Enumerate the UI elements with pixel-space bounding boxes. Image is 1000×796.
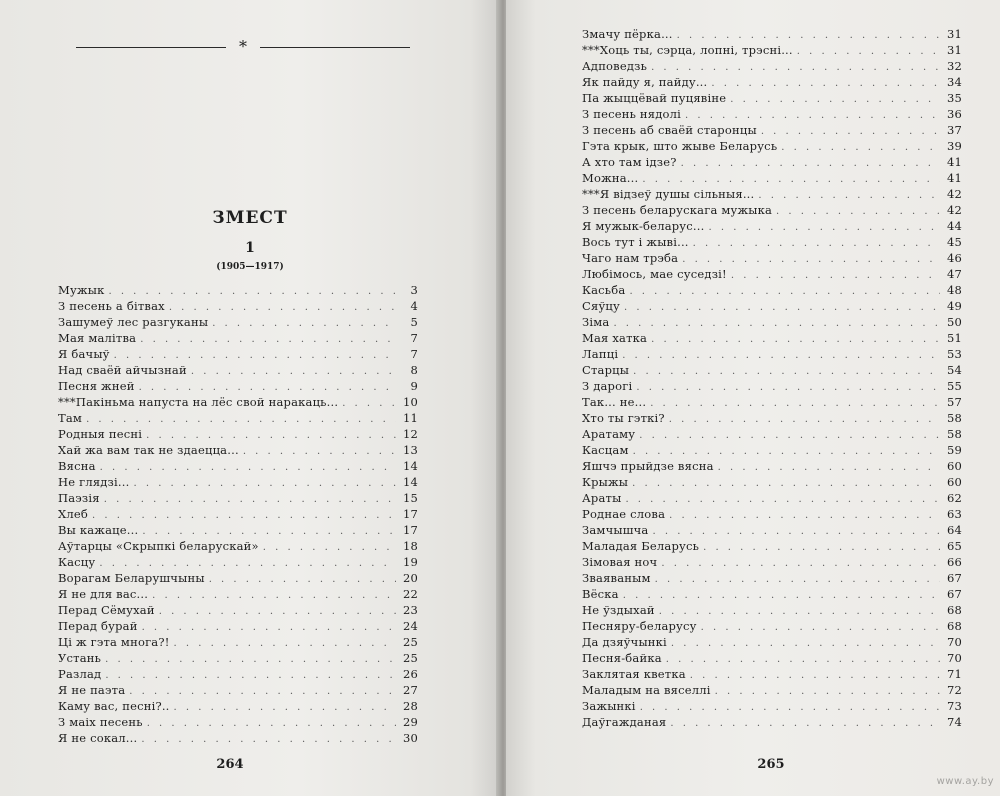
toc-entry-title: Я бачыў bbox=[58, 347, 110, 361]
toc-entry bbox=[58, 330, 418, 346]
toc-entry-title: Чаго нам трэба bbox=[582, 251, 679, 265]
toc-entry-page: 71 bbox=[946, 667, 962, 681]
toc-entry-page: 42 bbox=[946, 203, 962, 217]
toc-entry-page: 34 bbox=[946, 75, 962, 89]
toc-entry-title: Зашумеў лес разгуканы bbox=[58, 315, 209, 329]
toc-entry-title: З песень нядолі bbox=[582, 107, 682, 121]
toc-entry bbox=[58, 682, 418, 698]
toc-entry bbox=[582, 490, 962, 506]
toc-entry bbox=[58, 618, 418, 634]
part-dates: (1905—1917) bbox=[216, 262, 284, 272]
toc-entry bbox=[58, 410, 418, 426]
toc-entry bbox=[582, 250, 962, 266]
toc-entry-title: Можна... bbox=[582, 171, 639, 185]
toc-entry bbox=[58, 362, 418, 378]
toc-entry bbox=[582, 554, 962, 570]
toc-entry-title: Да дзяўчынкі bbox=[582, 635, 667, 649]
toc-entry bbox=[58, 602, 418, 618]
toc-entry-title: Родныя песні bbox=[58, 427, 143, 441]
watermark: www.ay.by bbox=[936, 776, 994, 787]
toc-entry bbox=[582, 74, 962, 90]
toc-entry bbox=[582, 138, 962, 154]
toc-entry-title: З песень аб сваёй старонцы bbox=[582, 123, 757, 137]
toc-entry-page: 54 bbox=[946, 363, 962, 377]
toc-entry bbox=[582, 570, 962, 586]
toc-entry-page: 44 bbox=[946, 219, 962, 233]
toc-entry-title: Зваяваным bbox=[582, 571, 651, 585]
toc-entry-title: Ці ж гэта многа?! bbox=[58, 635, 170, 649]
header-ornament bbox=[76, 38, 410, 56]
toc-entry-page: 73 bbox=[946, 699, 962, 713]
toc-entry-page: 64 bbox=[946, 523, 962, 537]
toc-entry-title: ***Хоць ты, сэрца, лопні, трэсні... bbox=[582, 43, 793, 57]
toc-entry bbox=[582, 170, 962, 186]
toc-entry-title: Перад бурай bbox=[58, 619, 138, 633]
toc-entry-page: 37 bbox=[946, 123, 962, 137]
toc-entry-page: 32 bbox=[946, 59, 962, 73]
toc-entry-title: Гэта крык, што жыве Беларусь bbox=[582, 139, 778, 153]
toc-entry-page: 31 bbox=[946, 43, 962, 57]
page-number-left: 264 bbox=[216, 757, 244, 772]
toc-entry-page: 25 bbox=[402, 635, 418, 649]
toc-entry bbox=[582, 106, 962, 122]
toc-entry-title: ***Я відзеў душы сільныя... bbox=[582, 187, 755, 201]
toc-entry-title: Мужык bbox=[58, 283, 105, 297]
toc-entry bbox=[58, 730, 418, 746]
toc-entry-page: 7 bbox=[410, 331, 418, 345]
toc-entry-page: 58 bbox=[946, 411, 962, 425]
ornament-rule-left bbox=[76, 47, 226, 48]
toc-entry-page: 36 bbox=[946, 107, 962, 121]
toc-entry-title: Вы кажаце... bbox=[58, 523, 139, 537]
toc-entry bbox=[582, 538, 962, 554]
toc-entry-title: Песняру-беларусу bbox=[582, 619, 697, 633]
toc-entry-page: 74 bbox=[946, 715, 962, 729]
toc-entry-page: 65 bbox=[946, 539, 962, 553]
toc-entry-title: Араты bbox=[582, 491, 622, 505]
toc-entry-page: 5 bbox=[410, 315, 418, 329]
toc-entry bbox=[582, 394, 962, 410]
toc-entry-title: Песня-байка bbox=[582, 651, 662, 665]
toc-entry-page: 46 bbox=[946, 251, 962, 265]
toc-entry-title: Касцу bbox=[58, 555, 96, 569]
toc-entry-title: Паэзія bbox=[58, 491, 100, 505]
toc-entry-title: Хлеб bbox=[58, 507, 89, 521]
toc-entry-title: Адповедзь bbox=[582, 59, 648, 73]
toc-heading: ЗМЕСТ bbox=[212, 208, 288, 228]
toc-entry-title: Маладая Беларусь bbox=[582, 539, 700, 553]
toc-entry-title: Разлад bbox=[58, 667, 102, 681]
toc-entry-page: 68 bbox=[946, 603, 962, 617]
toc-entry-page: 22 bbox=[402, 587, 418, 601]
toc-entry-page: 3 bbox=[410, 283, 418, 297]
toc-entry-page: 68 bbox=[946, 619, 962, 633]
toc-entry-title: Касцам bbox=[582, 443, 629, 457]
toc-entry-title: ***Пакіньма напуста на лёс свой наракаць... bbox=[58, 395, 339, 409]
toc-entry-title: Лапці bbox=[582, 347, 619, 361]
toc-entry bbox=[582, 346, 962, 362]
toc-entry-page: 35 bbox=[946, 91, 962, 105]
toc-entry bbox=[582, 314, 962, 330]
toc-entry-page: 62 bbox=[946, 491, 962, 505]
toc-entry-page: 15 bbox=[402, 491, 418, 505]
toc-entry-page: 60 bbox=[946, 475, 962, 489]
toc-entry-title: Змачу пёрка... bbox=[582, 27, 673, 41]
toc-entry-title: Вясна bbox=[58, 459, 96, 473]
toc-entry-page: 17 bbox=[402, 523, 418, 537]
toc-entry-title: З песень беларускага мужыка bbox=[582, 203, 773, 217]
toc-entry bbox=[58, 474, 418, 490]
toc-entry-page: 31 bbox=[946, 27, 962, 41]
toc-entry-title: Яшчэ прыйдзе вясна bbox=[582, 459, 714, 473]
toc-entry bbox=[58, 650, 418, 666]
toc-entry-page: 47 bbox=[946, 267, 962, 281]
toc-entry bbox=[58, 554, 418, 570]
toc-entry-page: 10 bbox=[402, 395, 418, 409]
toc-entry-title: Мая хатка bbox=[582, 331, 648, 345]
toc-entry bbox=[582, 426, 962, 442]
toc-list-right bbox=[582, 26, 962, 730]
toc-entry-title: З маіх песень bbox=[58, 715, 143, 729]
part-number: 1 bbox=[245, 240, 255, 256]
toc-entry-page: 39 bbox=[946, 139, 962, 153]
toc-entry bbox=[582, 186, 962, 202]
toc-entry-title: Заклятая кветка bbox=[582, 667, 686, 681]
toc-entry-title: Даўгажданая bbox=[582, 715, 667, 729]
toc-entry-title: Вёска bbox=[582, 587, 619, 601]
toc-entry-page: 9 bbox=[410, 379, 418, 393]
toc-entry bbox=[582, 650, 962, 666]
toc-entry-title: Устань bbox=[58, 651, 102, 665]
toc-entry-page: 51 bbox=[946, 331, 962, 345]
toc-entry-page: 41 bbox=[946, 155, 962, 169]
toc-entry bbox=[58, 458, 418, 474]
toc-entry-page: 66 bbox=[946, 555, 962, 569]
toc-entry bbox=[582, 26, 962, 42]
toc-entry-page: 67 bbox=[946, 587, 962, 601]
toc-entry-page: 26 bbox=[402, 667, 418, 681]
toc-entry bbox=[58, 570, 418, 586]
toc-entry-title: Ворагам Беларушчыны bbox=[58, 571, 205, 585]
toc-entry-title: Старцы bbox=[582, 363, 630, 377]
toc-entry bbox=[582, 298, 962, 314]
toc-entry bbox=[582, 666, 962, 682]
toc-entry-title: Я мужык-беларус... bbox=[582, 219, 705, 233]
toc-entry-page: 57 bbox=[946, 395, 962, 409]
toc-entry-page: 11 bbox=[402, 411, 418, 425]
toc-entry bbox=[58, 666, 418, 682]
toc-entry bbox=[582, 218, 962, 234]
toc-entry-page: 27 bbox=[402, 683, 418, 697]
toc-entry bbox=[582, 42, 962, 58]
toc-entry bbox=[582, 90, 962, 106]
toc-entry bbox=[58, 378, 418, 394]
toc-entry-page: 60 bbox=[946, 459, 962, 473]
toc-entry-page: 13 bbox=[402, 443, 418, 457]
toc-entry-title: Касьба bbox=[582, 283, 626, 297]
toc-entry-title: Над сваёй айчызнай bbox=[58, 363, 187, 377]
dot-leader bbox=[141, 732, 396, 748]
toc-entry-page: 53 bbox=[946, 347, 962, 361]
toc-entry-title: Маладым на вяселлі bbox=[582, 683, 711, 697]
toc-entry bbox=[582, 698, 962, 714]
toc-entry bbox=[582, 714, 962, 730]
toc-entry bbox=[582, 378, 962, 394]
dot-leader bbox=[670, 716, 940, 732]
toc-entry-title: Як пайду я, пайду... bbox=[582, 75, 708, 89]
toc-entry-page: 8 bbox=[410, 363, 418, 377]
toc-entry bbox=[582, 522, 962, 538]
toc-entry bbox=[58, 298, 418, 314]
toc-entry-page: 4 bbox=[410, 299, 418, 313]
toc-entry-title: Крыжы bbox=[582, 475, 629, 489]
toc-entry-title: А хто там ідзе? bbox=[582, 155, 677, 169]
toc-entry-title: Вось тут і жыві... bbox=[582, 235, 689, 249]
toc-entry-title: Зіма bbox=[582, 315, 610, 329]
toc-entry-page: 41 bbox=[946, 171, 962, 185]
toc-entry-title: Любімось, мае суседзі! bbox=[582, 267, 727, 281]
toc-entry bbox=[582, 442, 962, 458]
toc-entry-title: Там bbox=[58, 411, 83, 425]
toc-entry-page: 58 bbox=[946, 427, 962, 441]
toc-entry bbox=[58, 426, 418, 442]
toc-entry-title: З дарогі bbox=[582, 379, 633, 393]
toc-entry-page: 17 bbox=[402, 507, 418, 521]
toc-entry bbox=[58, 698, 418, 714]
toc-entry-page: 48 bbox=[946, 283, 962, 297]
toc-entry-page: 70 bbox=[946, 651, 962, 665]
right-page bbox=[506, 0, 1000, 796]
toc-entry bbox=[58, 634, 418, 650]
toc-entry-title: Я не для вас... bbox=[58, 587, 149, 601]
toc-entry-title: Мая малітва bbox=[58, 331, 137, 345]
toc-entry-title: Не глядзі... bbox=[58, 475, 130, 489]
toc-entry bbox=[582, 458, 962, 474]
toc-entry bbox=[582, 410, 962, 426]
toc-entry bbox=[582, 682, 962, 698]
toc-entry-title: Па жыццёвай пуцявіне bbox=[582, 91, 727, 105]
toc-list-left bbox=[58, 282, 418, 746]
page-number-right: 265 bbox=[757, 757, 785, 772]
toc-entry bbox=[58, 506, 418, 522]
toc-entry-page: 42 bbox=[946, 187, 962, 201]
toc-entry bbox=[58, 346, 418, 362]
toc-entry bbox=[582, 602, 962, 618]
toc-entry bbox=[58, 442, 418, 458]
toc-entry-page: 45 bbox=[946, 235, 962, 249]
toc-entry-page: 55 bbox=[946, 379, 962, 393]
toc-entry bbox=[582, 506, 962, 522]
toc-entry-title: Не ўздыхай bbox=[582, 603, 655, 617]
asterisk-icon: * bbox=[239, 37, 247, 56]
toc-entry bbox=[582, 634, 962, 650]
toc-entry-title: Песня жней bbox=[58, 379, 135, 393]
toc-entry-page: 67 bbox=[946, 571, 962, 585]
toc-entry-title: Хто ты гэткі? bbox=[582, 411, 665, 425]
toc-entry-title: Замчышча bbox=[582, 523, 649, 537]
toc-entry-page: 7 bbox=[410, 347, 418, 361]
toc-entry-page: 18 bbox=[402, 539, 418, 553]
toc-entry-page: 70 bbox=[946, 635, 962, 649]
toc-entry-title: Так... не... bbox=[582, 395, 647, 409]
toc-entry bbox=[58, 314, 418, 330]
toc-entry-page: 14 bbox=[402, 475, 418, 489]
toc-entry-title: Роднае слова bbox=[582, 507, 666, 521]
toc-entry-title: Перад Сёмухай bbox=[58, 603, 155, 617]
toc-entry-page: 25 bbox=[402, 651, 418, 665]
toc-entry-page: 14 bbox=[402, 459, 418, 473]
toc-entry bbox=[582, 202, 962, 218]
toc-entry-title: Аўтарцы «Скрыпкі беларускай» bbox=[58, 539, 259, 553]
toc-entry-page: 63 bbox=[946, 507, 962, 521]
toc-entry bbox=[582, 362, 962, 378]
toc-entry bbox=[582, 330, 962, 346]
toc-entry-page: 59 bbox=[946, 443, 962, 457]
toc-entry-page: 20 bbox=[402, 571, 418, 585]
toc-entry-page: 24 bbox=[402, 619, 418, 633]
toc-entry bbox=[58, 522, 418, 538]
toc-entry-title: Зімовая ноч bbox=[582, 555, 658, 569]
toc-entry bbox=[58, 282, 418, 298]
toc-entry-title: Я не сокал... bbox=[58, 731, 138, 745]
toc-entry-page: 28 bbox=[402, 699, 418, 713]
toc-entry bbox=[58, 394, 418, 410]
toc-entry-title: Зажынкі bbox=[582, 699, 636, 713]
toc-entry bbox=[58, 490, 418, 506]
toc-entry-page: 19 bbox=[402, 555, 418, 569]
toc-entry bbox=[582, 58, 962, 74]
toc-entry-title: Сяўцу bbox=[582, 299, 620, 313]
toc-entry-title: Хай жа вам так не здаецца... bbox=[58, 443, 239, 457]
ornament-rule-right bbox=[260, 47, 410, 48]
toc-entry bbox=[582, 618, 962, 634]
toc-entry bbox=[582, 266, 962, 282]
toc-entry-page: 50 bbox=[946, 315, 962, 329]
toc-entry bbox=[582, 474, 962, 490]
toc-entry-page: 30 bbox=[402, 731, 418, 745]
toc-entry-title: Я не паэта bbox=[58, 683, 126, 697]
toc-entry-title: З песень а бітвах bbox=[58, 299, 165, 313]
toc-entry-page: 49 bbox=[946, 299, 962, 313]
toc-entry-title: Каму вас, песні?.. bbox=[58, 699, 170, 713]
toc-entry-page: 29 bbox=[402, 715, 418, 729]
toc-entry bbox=[582, 122, 962, 138]
toc-entry bbox=[58, 586, 418, 602]
toc-entry-page: 72 bbox=[946, 683, 962, 697]
toc-entry-page: 23 bbox=[402, 603, 418, 617]
toc-entry bbox=[58, 714, 418, 730]
toc-entry bbox=[582, 234, 962, 250]
toc-entry bbox=[58, 538, 418, 554]
toc-entry-title: Аратаму bbox=[582, 427, 636, 441]
toc-entry bbox=[582, 282, 962, 298]
toc-entry bbox=[582, 154, 962, 170]
toc-entry bbox=[582, 586, 962, 602]
toc-entry-page: 12 bbox=[402, 427, 418, 441]
